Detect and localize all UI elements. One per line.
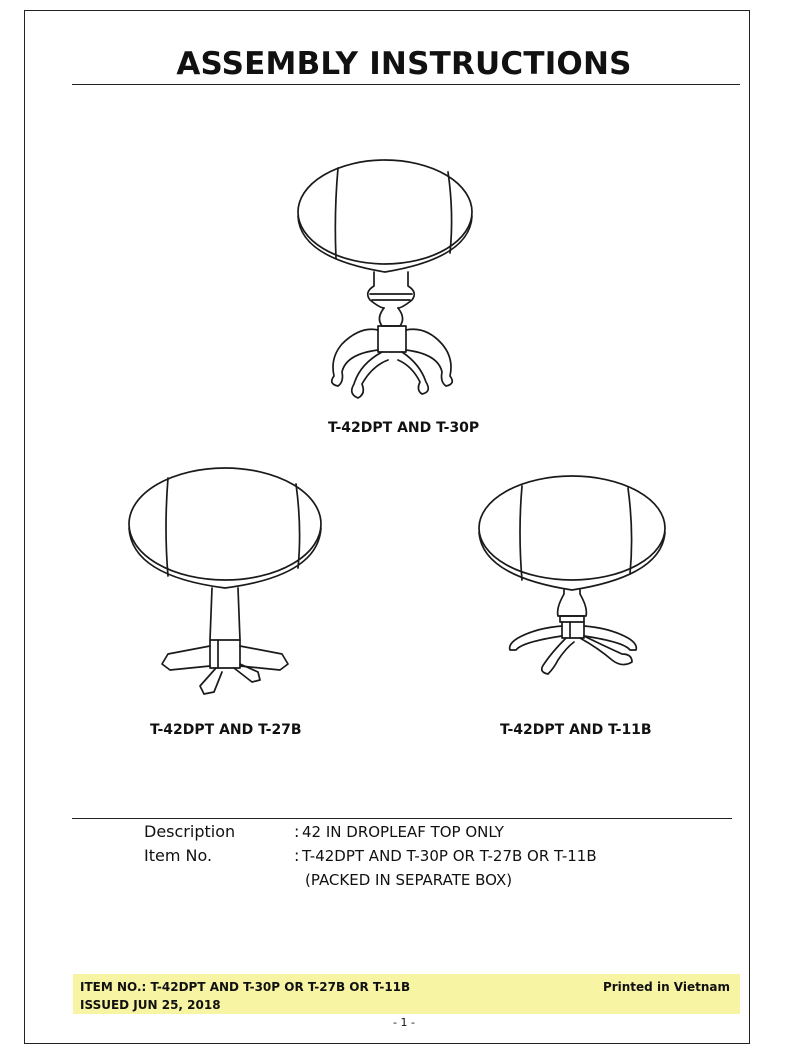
description-colon: : [294, 822, 300, 841]
figure-caption-27b: T-42DPT AND T-27B [150, 722, 302, 738]
table-illustration-27b [120, 468, 340, 698]
item-colon: : [294, 846, 300, 865]
figure-caption-30p: T-42DPT AND T-30P [328, 420, 480, 436]
item-label: Item No. [144, 846, 213, 865]
footer-item-no: ITEM NO.: T-42DPT AND T-30P OR T-27B OR T-11B [80, 980, 411, 994]
footer-issued: ISSUED JUN 25, 2018 [80, 998, 221, 1012]
item-value: T-42DPT AND T-30P OR T-27B OR T-11B [302, 847, 597, 865]
info-divider [72, 818, 732, 819]
description-value: 42 IN DROPLEAF TOP ONLY [302, 823, 504, 841]
title-divider [72, 84, 740, 85]
table-illustration-30p [290, 158, 490, 408]
item-value-note: (PACKED IN SEPARATE BOX) [305, 871, 513, 889]
table-illustration-11b [472, 476, 672, 696]
page-title: ASSEMBLY INSTRUCTIONS [176, 46, 632, 82]
figure-caption-11b: T-42DPT AND T-11B [500, 722, 652, 738]
page-number: - 1 - [393, 1016, 415, 1029]
footer-printed: Printed in Vietnam [602, 980, 730, 994]
description-label: Description [144, 822, 236, 841]
